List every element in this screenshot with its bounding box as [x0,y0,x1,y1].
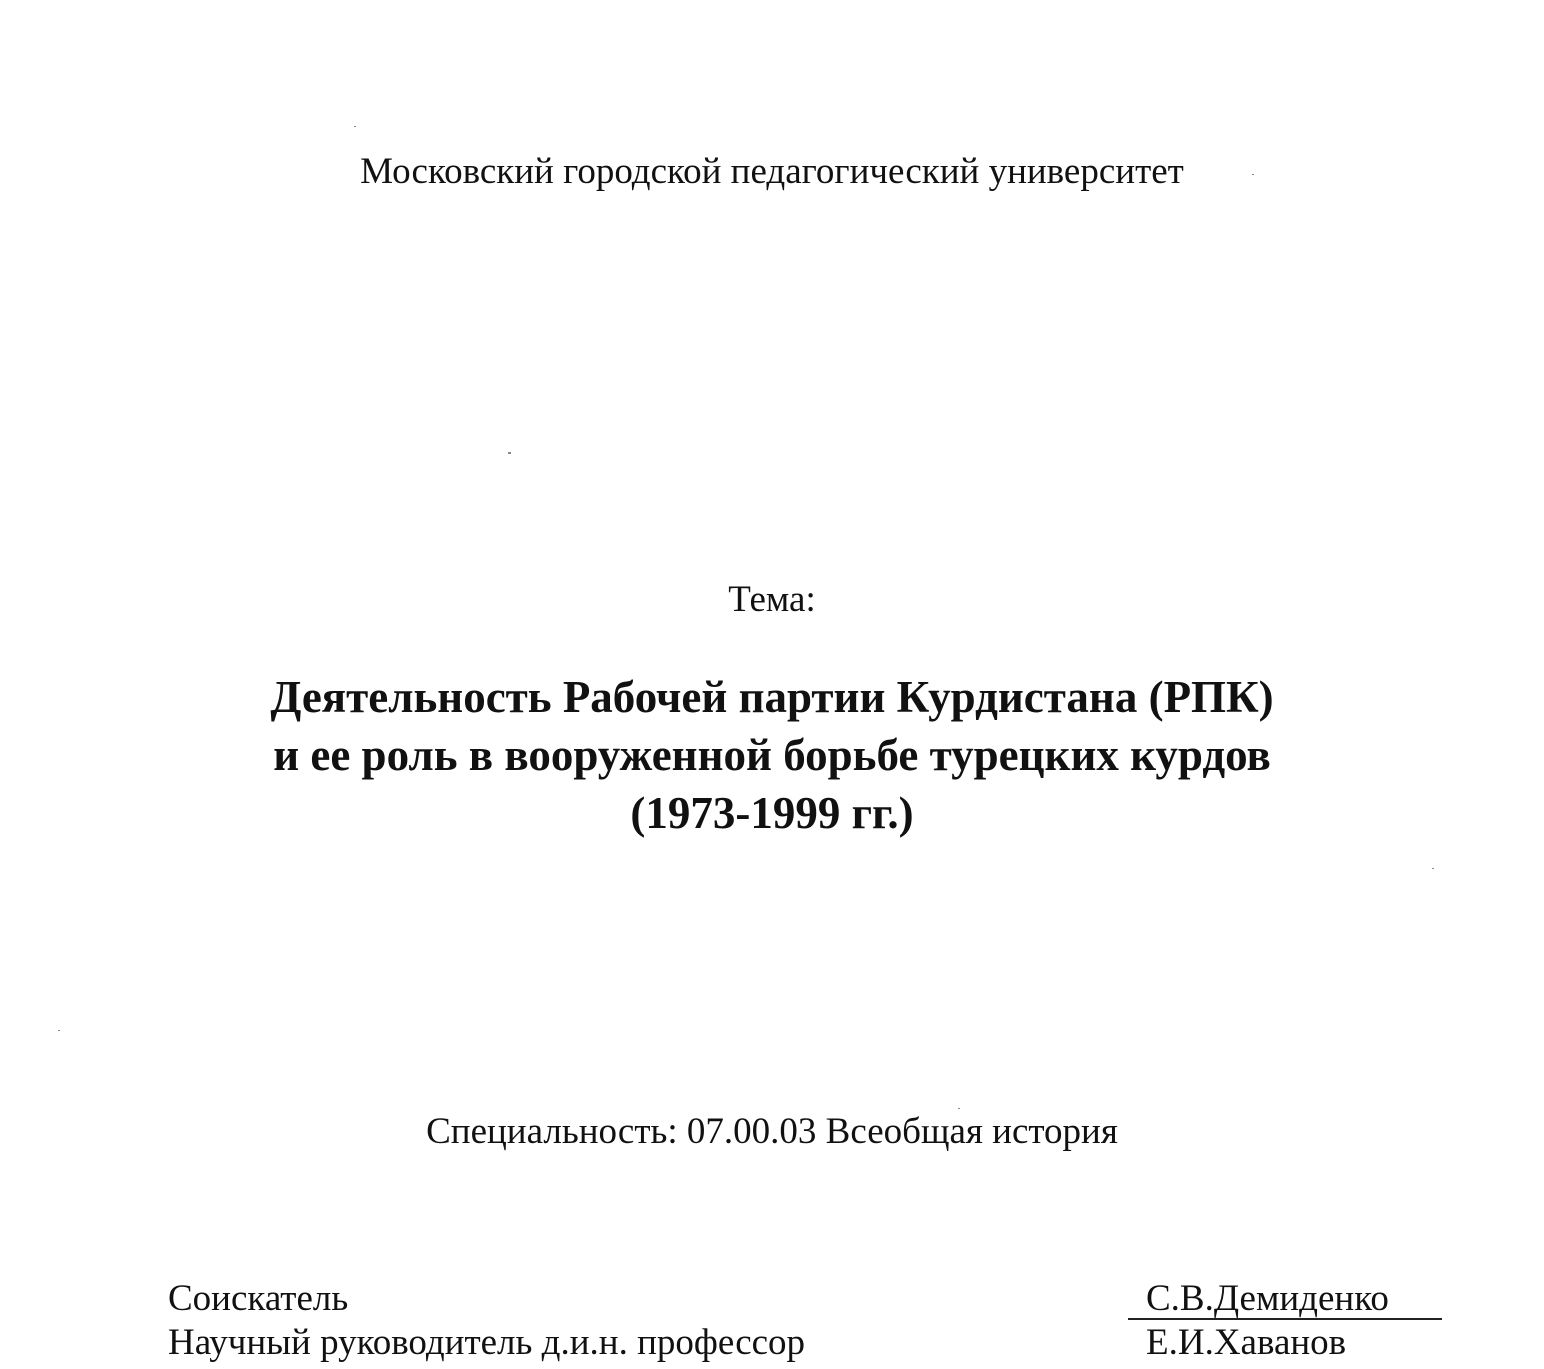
scan-speck [508,452,511,454]
specialty: Специальность: 07.00.03 Всеобщая история [426,1111,1118,1152]
university-name: Московский городской педагогический университет [360,151,1184,192]
supervisor-name: Е.И.Хаванов [1146,1322,1347,1363]
scan-speck [58,1030,60,1031]
thesis-title-line-1: Деятельность Рабочей партии Курдистана (РПК) [270,672,1274,722]
scan-speck [354,126,356,127]
scan-speck [1432,868,1434,869]
thesis-title-line-3: (1973-1999 гг.) [630,788,914,838]
thesis-title [0,668,1544,842]
applicant-role: Соискатель [168,1278,349,1319]
scan-speck [1252,174,1254,175]
scan-speck [958,1108,960,1109]
theme-label: Тема: [728,579,816,620]
applicant-name: С.В.Демиденко [1146,1278,1389,1319]
supervisor-role: Научный руководитель д.и.н. профессор [168,1322,806,1363]
thesis-title-line-2: и ее роль в вооруженной борьбе турецких курдов [273,730,1271,780]
